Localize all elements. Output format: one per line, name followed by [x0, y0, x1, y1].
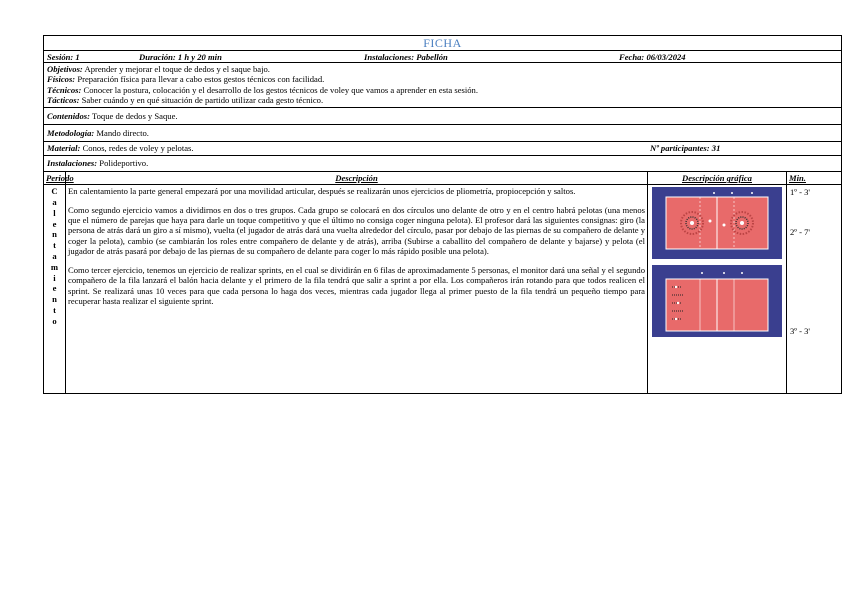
period-label: [44, 185, 65, 326]
session-duration: Duración: 1 h y 20 min: [139, 52, 222, 62]
period-column: [44, 172, 74, 393]
period-letter: l: [53, 207, 56, 218]
exercise-1-description: En calentamiento la parte general empezará por una movilidad articular, después se realizarán unos ejercicios de pliometría, propiocepción y saltos.: [68, 186, 576, 197]
minutes-header: Min.: [787, 172, 841, 185]
description-column: [66, 172, 648, 393]
session-facilities: Instalaciones: Pabellón: [364, 52, 448, 62]
description-header: Descripción: [66, 172, 647, 185]
exercise-1-minutes: 1º - 3': [790, 187, 810, 198]
graphic-column: [648, 172, 787, 393]
period-letter: a: [52, 197, 57, 208]
sheet-title: FICHA: [44, 36, 841, 51]
objective-technical: Técnicos: Conocer la postura, colocación y el desarrollo de los gestos técnicos de voley que vamos a aprender en esta sesión.: [47, 84, 478, 95]
period-letter: t: [53, 305, 56, 316]
session-date: Fecha: 06/03/2024: [619, 52, 686, 62]
sprint-drill-diagram: [652, 265, 782, 337]
period-letter: a: [52, 251, 57, 262]
material-row: Material: Conos, redes de voley y pelotas. Nº participantes: 31: [44, 142, 841, 155]
exercise-3-minutes: 3º - 3': [790, 326, 810, 337]
session-sheet: [43, 35, 842, 394]
objective-general: Objetivos: Aprender y mejorar el toque de dedos y el saque bajo.: [47, 64, 270, 74]
circles-drill-diagram: [652, 187, 782, 259]
contents-row: Contenidos: Toque de dedos y Saque.: [44, 108, 841, 125]
methodology-row: Metodología: Mando directo.: [44, 125, 841, 142]
objectives-block: [44, 63, 841, 108]
period-header: Periodo: [46, 173, 74, 184]
exercise-2-description: Como segundo ejercicio vamos a dividirnos en dos o tres grupos. Cada grupo se colocará en dos círculos uno delante de otro y en el centro habrá pelotas (una menos que el número de parejas que haya para darle un toque competitivo y que el último no consiga coger ninguna pelota). El profesor dará las siguientes consignas: giro (la persona de atrás dará un giro a sí mismo), vuelta (el jugador de atrás dará una vuelta alrededor del círculo, pasar por debajo de las piernas de su compañero de delante y coger la pelota), cambio (se cambiarán los roles entre compañero de delante y de atrás), arriba (Subirse a caballito del compañero de delante y bajarse) y pelota (el jugador de atrás pasará por debajo de las piernas de su compañero de delante para coger lo más rápido posible una pelota).: [68, 204, 645, 257]
exercise-2-minutes: 2º - 7': [790, 227, 810, 238]
exercise-3-description: Como tercer ejercicio, tenemos un ejercicio de realizar sprints, en el cual se dividirán en 6 filas de aproximadamente 5 personas, el monitor dará una señal y el segundo compañero de la fila lanzará el balón hacia delante y el primero de la fila tendrá que salir a sprint a por ella. Los compañeros irán rotando para que todos realicen el sprint. Se realizará unas 10 veces para que cada persona lo haga dos veces, mientras cada jugador llega al primer puesto de la fila tendrá un pequeño tiempo para recuperar hasta realizar el siguiente sprint.: [68, 264, 645, 306]
minutes-column: [787, 172, 841, 393]
period-letter: n: [52, 294, 57, 305]
objective-tactical: Tácticos: Saber cuándo y en qué situación de partido utilizar cada gesto técnico.: [47, 95, 324, 106]
participants-count: Nº participantes: 31: [650, 143, 721, 154]
session-number: Sesión: 1: [47, 52, 80, 62]
period-letter: e: [52, 218, 57, 229]
objective-physical: Físicos: Preparación física para llevar a cabo estos gestos técnicos con facilidad.: [47, 74, 325, 85]
period-letter: o: [52, 315, 57, 326]
period-letter: e: [52, 283, 57, 294]
period-letter: t: [53, 240, 56, 251]
facilities-row: Instalaciones: Polideportivo.: [44, 156, 841, 172]
period-letter: m: [50, 261, 59, 272]
activity-table: [44, 172, 841, 393]
period-letter: n: [52, 229, 57, 240]
graphic-header: Descripción gráfica: [648, 172, 786, 185]
period-letter: C: [51, 186, 58, 197]
session-info-row: [44, 51, 841, 63]
period-letter: i: [53, 272, 56, 283]
